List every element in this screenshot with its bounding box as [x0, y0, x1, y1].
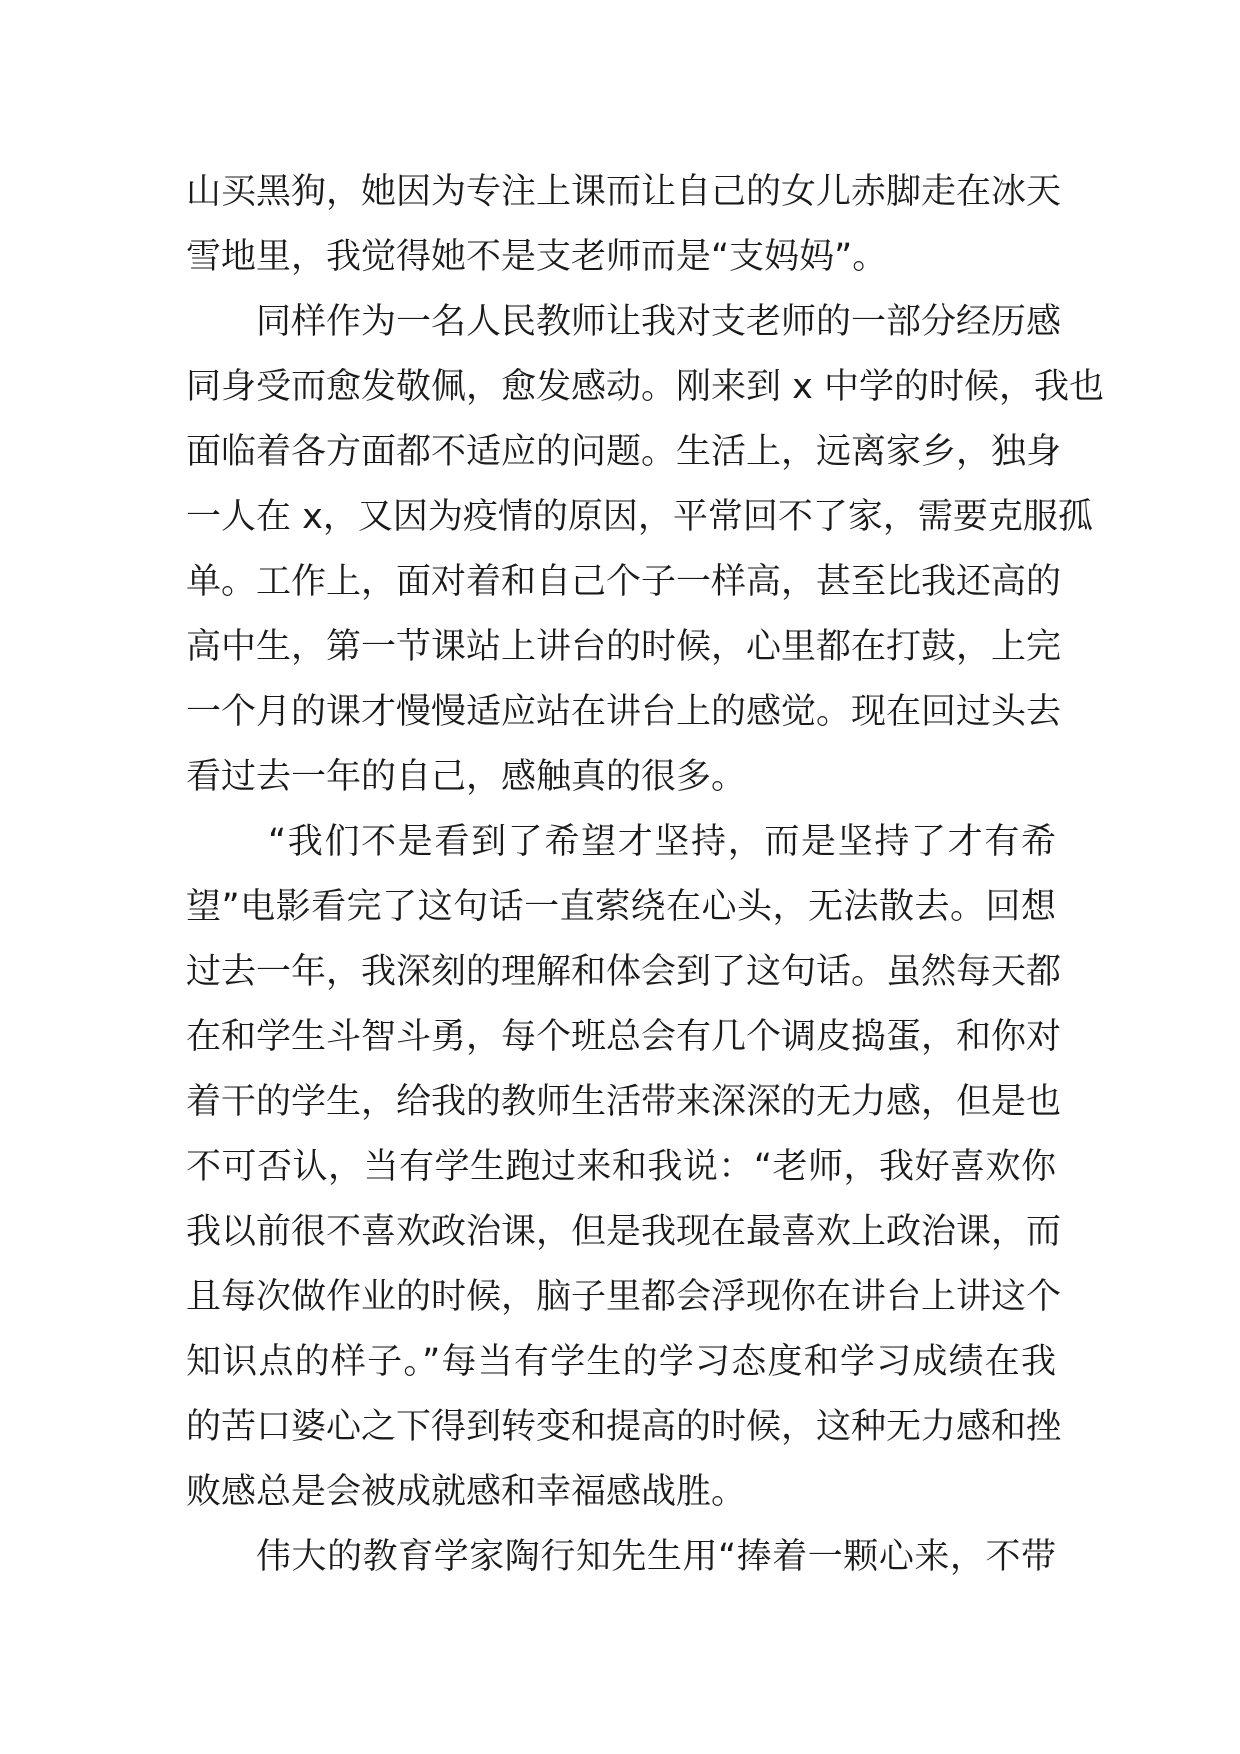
paragraph — [186, 290, 1104, 810]
text-line: “我们不是看到了希望才坚持，而是坚持了才有希 — [268, 822, 1056, 862]
text-line: 伟大的教育学家陶行知先生用“捧着一颗心来，不带 — [256, 1537, 1056, 1577]
text-line: 的苦口婆心之下得到转变和提高的时候，这种无力感和挫 — [186, 1407, 1062, 1447]
text-line: 我以前很不喜欢政治课，但是我现在最喜欢上政治课，而 — [186, 1212, 1062, 1252]
text-line: 知识点的样子。”每当有学生的学习态度和学习成绩在我 — [186, 1342, 1056, 1382]
text-line: 看过去一年的自己，感触真的很多。 — [186, 757, 747, 797]
text-line: 不可否认，当有学生跑过来和我说：“老师，我好喜欢你 — [186, 1147, 1056, 1187]
text-line: 一个月的课才慢慢适应站在讲台上的感觉。现在回过头去 — [186, 692, 1062, 732]
text-line: 面临着各方面都不适应的问题。生活上，远离家乡，独身 — [186, 432, 1062, 472]
paragraph — [186, 1525, 1056, 1590]
text-line: 望”电影看完了这句话一直萦绕在心头，无法散去。回想 — [186, 887, 1056, 927]
text-line: 一人在 x，又因为疫情的原因，平常回不了家，需要克服孤 — [186, 497, 1093, 537]
text-line: 单。工作上，面对着和自己个子一样高，甚至比我还高的 — [186, 562, 1062, 602]
text-line: 着干的学生，给我的教师生活带来深深的无力感，但是也 — [186, 1082, 1062, 1122]
text-line: 且每次做作业的时候，脑子里都会浮现你在讲台上讲这个 — [186, 1277, 1062, 1317]
paragraph — [186, 810, 1062, 1525]
text-line: 在和学生斗智斗勇，每个班总会有几个调皮捣蛋，和你对 — [186, 1017, 1062, 1057]
text-line: 同身受而愈发敬佩，愈发感动。刚来到 x 中学的时候，我也 — [186, 367, 1104, 407]
text-line: 山买黑狗，她因为专注上课而让自己的女儿赤脚走在冰天 — [186, 172, 1062, 212]
text-line: 同样作为一名人民教师让我对支老师的一部分经历感 — [256, 302, 1062, 342]
text-line: 雪地里，我觉得她不是支老师而是“支妈妈”。 — [186, 237, 888, 277]
paragraph — [186, 160, 1062, 290]
text-line: 败感总是会被成就感和幸福感战胜。 — [186, 1472, 747, 1512]
document-body — [186, 160, 1104, 1590]
text-line: 高中生，第一节课站上讲台的时候，心里都在打鼓，上完 — [186, 627, 1062, 667]
text-line: 过去一年，我深刻的理解和体会到了这句话。虽然每天都 — [186, 952, 1062, 992]
